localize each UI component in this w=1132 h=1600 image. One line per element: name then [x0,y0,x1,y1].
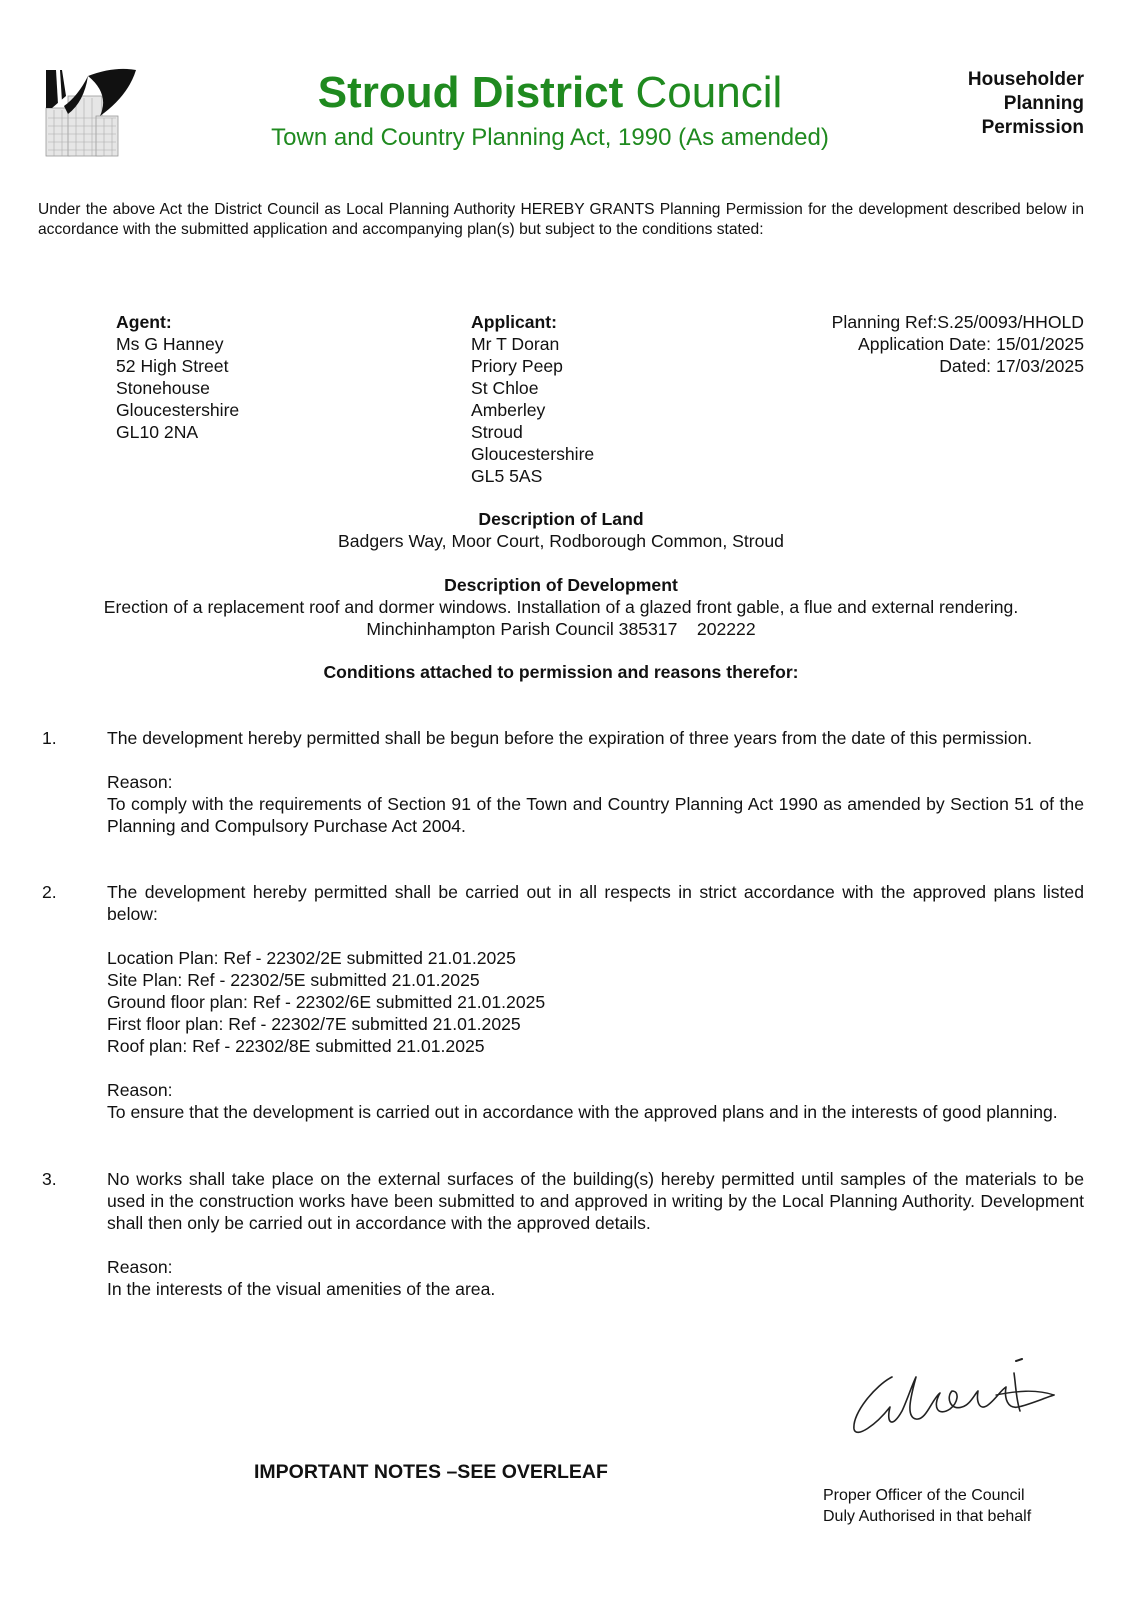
land-heading: Description of Land [478,509,644,529]
applicant-line: St Chloe [471,378,539,398]
parish-line: Minchinhampton Parish Council 385317 202222 [366,619,756,639]
applicant-line: Amberley [471,400,546,420]
development-text: Erection of a replacement roof and dormer windows. Installation of a glazed front gable, a flue and external rendering. [103,597,1019,617]
council-logo [44,66,136,158]
reason-text: To ensure that the development is carried out in accordance with the approved plans and in the interests of good planning. [107,1102,1058,1122]
planning-ref: Planning Ref:S.25/0093/HHOLD [831,312,1084,332]
reference-block [764,311,1084,377]
important-notes: IMPORTANT NOTES –SEE OVERLEAF [254,1461,608,1483]
condition-3 [107,1168,1084,1300]
dated: Dated: 17/03/2025 [939,356,1084,376]
agent-line: Ms G Hanney [116,334,224,354]
agent-line: Stonehouse [116,378,210,398]
applicant-line: Gloucestershire [471,444,595,464]
applicant-line: Stroud [471,422,523,442]
council-name: Stroud District Council [317,68,783,117]
officer-line: Duly Authorised in that behalf [823,1508,1032,1525]
agent-heading: Agent: [116,312,172,332]
condition-1 [107,727,1084,837]
application-date: Application Date: 15/01/2025 [858,334,1084,354]
development-description [38,574,1084,640]
condition-number: 1. [42,728,57,748]
plan-item: Location Plan: Ref - 22302/2E submitted 21.01.2025 [107,948,516,968]
reason-text: In the interests of the visual amenities of the area. [107,1279,496,1299]
applicant-line: Mr T Doran [471,334,560,354]
condition-text: The development hereby permitted shall be carried out in all respects in strict accordance with the approved plans listed below: [107,882,1084,924]
agent-line: Gloucestershire [116,400,240,420]
applicant-heading: Applicant: [471,312,558,332]
plan-item: Ground floor plan: Ref - 22302/6E submitted 21.01.2025 [107,992,546,1012]
reason-label: Reason: [107,1257,173,1277]
plan-item: Site Plan: Ref - 22302/5E submitted 21.01.2025 [107,970,480,990]
condition-text: The development hereby permitted shall be begun before the expiration of three years from the date of this permission. [107,728,1033,748]
officer-block [823,1485,1031,1527]
reason-label: Reason: [107,1080,173,1100]
signature [846,1355,1076,1445]
agent-block [116,311,239,443]
condition-number: 2. [42,882,57,902]
development-heading: Description of Development [444,575,678,595]
conditions-heading: Conditions attached to permission and reasons therefor: [323,662,799,682]
condition-number: 3. [42,1169,57,1189]
land-text: Badgers Way, Moor Court, Rodborough Common, Stroud [338,531,784,551]
condition-text: No works shall take place on the external surfaces of the building(s) hereby permitted until samples of the materials to be used in the construction works have been submitted to and approved in writing by the Local Planning Authority. Development shall then only be carried out in accordance with the approved details. [107,1169,1084,1233]
header-title-block [270,66,830,154]
officer-line: Proper Officer of the Council [823,1487,1025,1504]
permission-type: Householder Planning Permission [967,69,1084,138]
applicant-block [471,311,594,487]
reason-text: To comply with the requirements of Section 91 of the Town and Country Planning Act 1990 as amended by Section 51 of the Planning and Compulsory Purchase Act 2004. [107,794,1084,836]
applicant-line: Priory Peep [471,356,563,376]
plan-item: Roof plan: Ref - 22302/8E submitted 21.01.2025 [107,1036,485,1056]
intro-paragraph: Under the above Act the District Council as Local Planning Authority HEREBY GRANTS Planning Permission for the development described below in accordance with the submitted application and accompanying plan(s) but subject to the conditions stated: [38,201,1084,238]
plan-item: First floor plan: Ref - 22302/7E submitted 21.01.2025 [107,1014,521,1034]
applicant-line: GL5 5AS [471,466,543,486]
condition-2 [107,881,1084,1123]
act-title: Town and Country Planning Act, 1990 (As amended) [271,124,829,151]
land-description [38,508,1084,552]
agent-line: GL10 2NA [116,422,199,442]
reason-label: Reason: [107,772,173,792]
agent-line: 52 High Street [116,356,229,376]
